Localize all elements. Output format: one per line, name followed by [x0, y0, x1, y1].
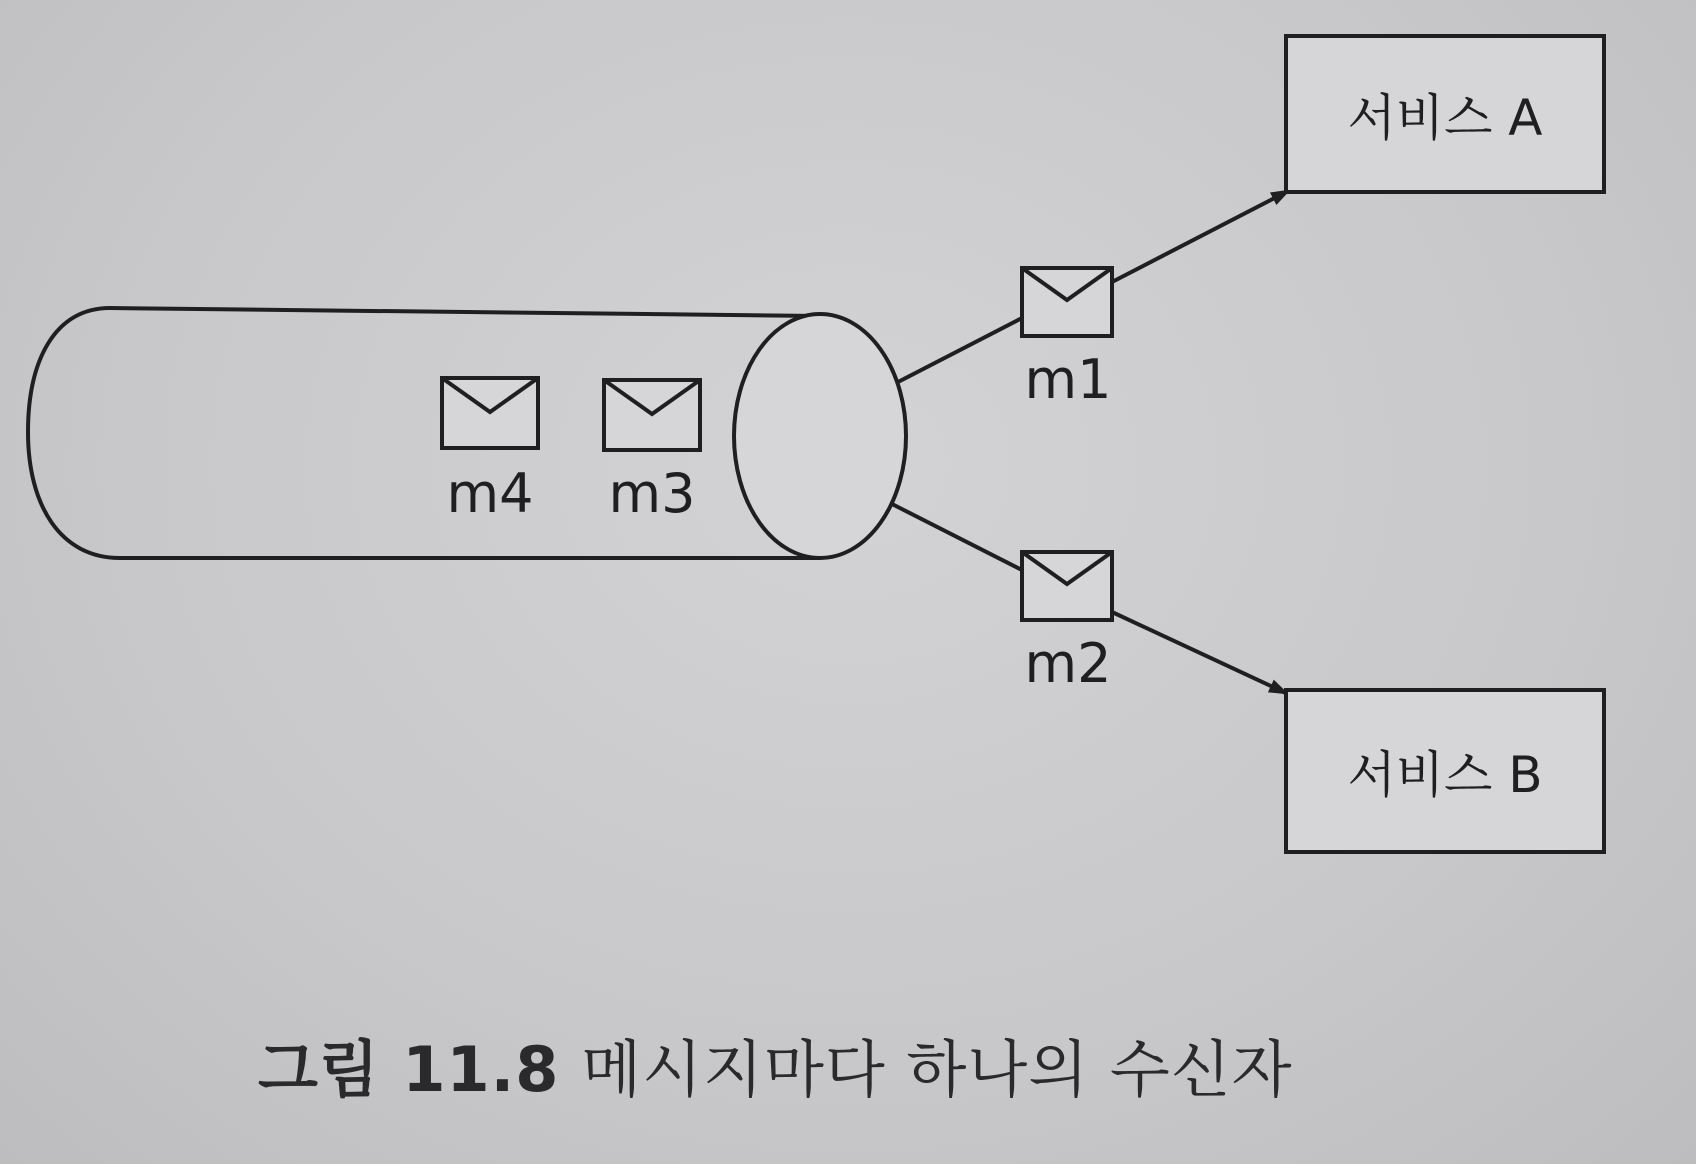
envelope-icon [604, 380, 700, 450]
service-a-label: 서비스 A [1347, 89, 1543, 147]
figure-caption-text: 메시지마다 하나의 수신자 [581, 1033, 1293, 1106]
envelope-icon [1022, 268, 1112, 336]
edge-line-queue-to-m2 [892, 504, 1022, 570]
queue-message-label: m3 [608, 462, 696, 525]
arrow-head-icon [1112, 190, 1290, 282]
edge-line-queue-to-m1 [898, 318, 1022, 382]
outgoing-message-m1 [1022, 268, 1112, 411]
queue-end-cap [734, 314, 906, 558]
queue-message-m3 [604, 380, 700, 525]
queue-message-m4 [442, 378, 538, 525]
service-b-box [1286, 690, 1604, 852]
service-a-box [1286, 36, 1604, 192]
edge-to-service-a [898, 190, 1290, 411]
envelope-icon [1022, 552, 1112, 620]
service-b-label: 서비스 B [1347, 746, 1543, 804]
figure-caption [258, 1020, 1293, 1109]
queue-message-label: m4 [446, 462, 534, 525]
outgoing-message-label: m2 [1024, 632, 1112, 695]
outgoing-message-label: m1 [1024, 348, 1112, 411]
figure-caption-label: 그림 11.8 [258, 1033, 560, 1106]
envelope-icon [442, 378, 538, 448]
arrow-head-icon [1112, 612, 1288, 694]
edge-to-service-b [892, 504, 1288, 695]
outgoing-message-m2 [1022, 552, 1112, 695]
